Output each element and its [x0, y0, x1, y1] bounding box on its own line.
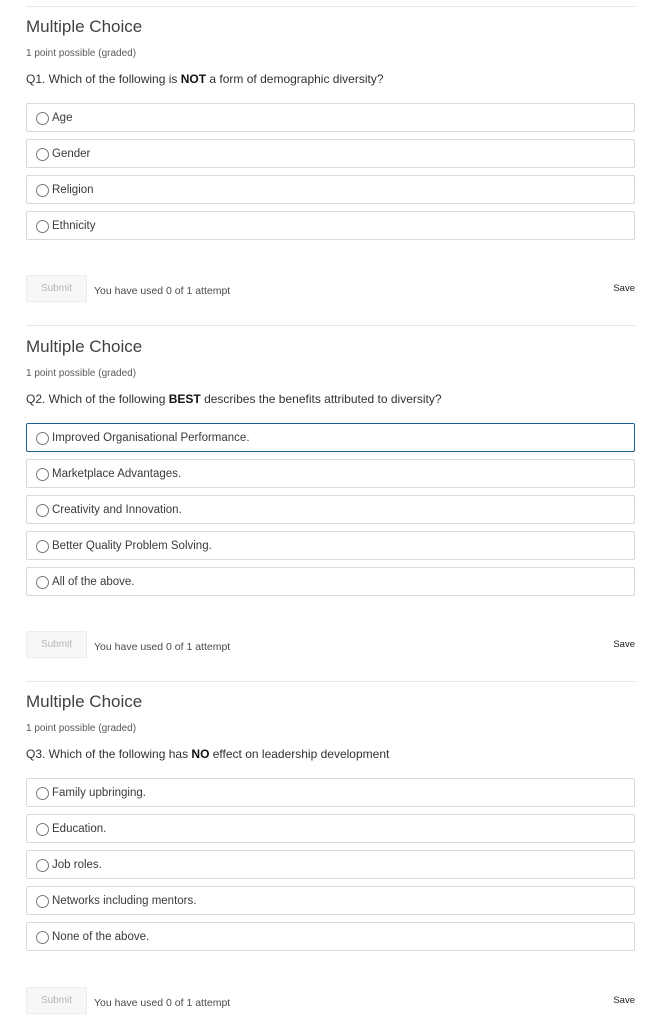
choice-option[interactable] — [26, 175, 635, 204]
question-suffix: describes the benefits attributed to diversity? — [200, 392, 442, 406]
radio-button[interactable] — [36, 184, 49, 197]
section-divider — [26, 325, 636, 326]
choice-label: All of the above. — [52, 576, 135, 588]
radio-button[interactable] — [36, 576, 49, 589]
radio-button[interactable] — [36, 787, 49, 800]
problem-actions — [26, 631, 635, 659]
radio-button[interactable] — [36, 148, 49, 161]
choice-option[interactable] — [26, 814, 635, 843]
choice-label: Better Quality Problem Solving. — [52, 540, 212, 552]
question-prefix: Q3. Which of the following has — [26, 747, 192, 761]
radio-button[interactable] — [36, 540, 49, 553]
submit-button[interactable]: Submit — [26, 987, 87, 1014]
choice-option[interactable] — [26, 211, 635, 240]
choice-label: Religion — [52, 184, 94, 196]
choice-option[interactable] — [26, 886, 635, 915]
attempts-text: You have used 0 of 1 attempt — [94, 641, 231, 653]
question-prefix: Q1. Which of the following is — [26, 72, 181, 86]
points-info: 1 point possible (graded) — [26, 723, 137, 734]
choice-label: Family upbringing. — [52, 787, 146, 799]
question-emphasis: NOT — [180, 72, 207, 86]
choice-option[interactable] — [26, 139, 635, 168]
choice-option[interactable] — [26, 495, 635, 524]
choice-label: Education. — [52, 823, 107, 835]
problem-title: Multiple Choice — [26, 17, 143, 36]
choice-label: None of the above. — [52, 931, 150, 943]
choice-option[interactable] — [26, 850, 635, 879]
section-divider — [26, 6, 636, 7]
choice-option[interactable] — [26, 103, 635, 132]
choice-label: Gender — [52, 148, 91, 160]
section-divider — [26, 681, 636, 682]
choice-label: Job roles. — [52, 859, 102, 871]
choice-option[interactable] — [26, 531, 635, 560]
choice-option[interactable] — [26, 778, 635, 807]
radio-button[interactable] — [36, 859, 49, 872]
choice-option[interactable] — [26, 423, 635, 452]
radio-button[interactable] — [36, 220, 49, 233]
radio-button[interactable] — [36, 931, 49, 944]
choice-label: Ethnicity — [52, 220, 96, 232]
choice-option[interactable] — [26, 459, 635, 488]
problem-title: Multiple Choice — [26, 337, 143, 356]
choice-label: Improved Organisational Performance. — [52, 432, 250, 444]
points-info: 1 point possible (graded) — [26, 368, 137, 379]
problem-actions — [26, 987, 635, 1015]
radio-button[interactable] — [36, 823, 49, 836]
question-text — [26, 746, 389, 762]
attempts-text: You have used 0 of 1 attempt — [94, 285, 231, 297]
save-button[interactable]: Save — [613, 639, 635, 650]
points-info: 1 point possible (graded) — [26, 48, 137, 59]
question-emphasis: NO — [191, 747, 210, 761]
question-suffix: effect on leadership development — [209, 747, 390, 761]
question-text — [26, 391, 442, 407]
question-emphasis: BEST — [168, 392, 201, 406]
radio-button[interactable] — [36, 432, 49, 445]
submit-button[interactable]: Submit — [26, 275, 87, 302]
radio-button[interactable] — [36, 468, 49, 481]
save-button[interactable]: Save — [613, 283, 635, 294]
choice-label: Creativity and Innovation. — [52, 504, 182, 516]
choice-label: Networks including mentors. — [52, 895, 197, 907]
choice-option[interactable] — [26, 922, 635, 951]
question-prefix: Q2. Which of the following — [26, 392, 169, 406]
radio-button[interactable] — [36, 112, 49, 125]
save-button[interactable]: Save — [613, 995, 635, 1006]
submit-button[interactable]: Submit — [26, 631, 87, 658]
choice-label: Age — [52, 112, 73, 124]
problem-title: Multiple Choice — [26, 692, 143, 711]
radio-button[interactable] — [36, 504, 49, 517]
choice-label: Marketplace Advantages. — [52, 468, 182, 480]
question-text — [26, 71, 384, 87]
attempts-text: You have used 0 of 1 attempt — [94, 997, 231, 1009]
radio-button[interactable] — [36, 895, 49, 908]
choice-option[interactable] — [26, 567, 635, 596]
question-suffix: a form of demographic diversity? — [206, 72, 384, 86]
problem-actions — [26, 275, 635, 303]
